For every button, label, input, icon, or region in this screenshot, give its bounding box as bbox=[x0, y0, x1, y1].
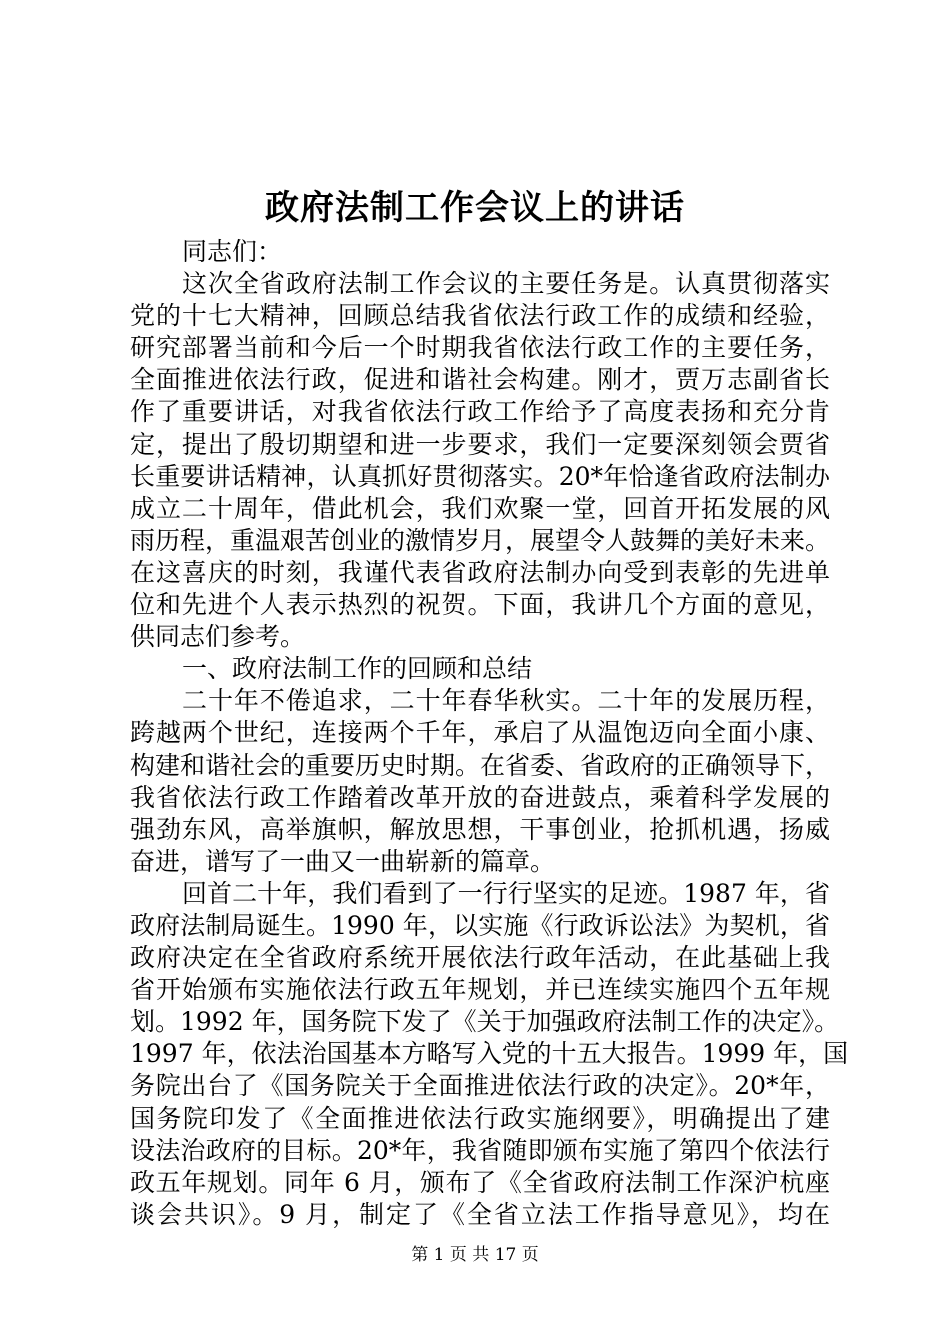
text-line: 省开始颁布实施依法行政五年规划，并已连续实施四个五年规 bbox=[130, 975, 830, 1005]
text-line: 设法治政府的目标。20*年，我省随即颁布实施了第四个依法行 bbox=[130, 1135, 830, 1165]
text-line: 雨历程，重温艰苦创业的激情岁月，展望令人鼓舞的美好未来。 bbox=[130, 525, 831, 555]
text-line: 奋进，谱写了一曲又一曲崭新的篇章。 bbox=[130, 846, 556, 876]
text-line: 二十年不倦追求，二十年春华秋实。二十年的发展历程， bbox=[182, 686, 830, 716]
text-line: 跨越两个世纪，连接两个千年，承启了从温饱迈向全面小康、 bbox=[130, 718, 830, 748]
text-line: 划。1992 年，国务院下发了《关于加强政府法制工作的决定》。 bbox=[130, 1007, 840, 1037]
text-line: 全面推进依法行政，促进和谐社会构建。刚才，贾万志副省长 bbox=[130, 365, 830, 395]
text-line: 党的十七大精神，回顾总结我省依法行政工作的成绩和经验， bbox=[130, 301, 830, 331]
text-line: 供同志们参考。 bbox=[130, 622, 306, 652]
text-line: 定，提出了殷切期望和进一步要求，我们一定要深刻领会贾省 bbox=[130, 429, 830, 459]
text-line: 谈会共识》。9 月，制定了《全省立法工作指导意见》，均在 bbox=[130, 1199, 830, 1229]
text-line: 作了重要讲话，对我省依法行政工作给予了高度表扬和充分肯 bbox=[130, 397, 830, 427]
text-line: 长重要讲话精神，认真抓好贯彻落实。20*年恰逢省政府法制办 bbox=[130, 461, 830, 491]
text-line: 构建和谐社会的重要历史时期。在省委、省政府的正确领导下， bbox=[130, 750, 831, 780]
text-line: 在这喜庆的时刻，我谨代表省政府法制办向受到表彰的先进单 bbox=[130, 557, 830, 587]
text-line: 同志们： bbox=[182, 237, 283, 266]
text-line: 政府决定在全省政府系统开展依法行政年活动，在此基础上我 bbox=[130, 943, 830, 973]
text-line: 回首二十年，我们看到了一行行坚实的足迹。1987 年，省 bbox=[182, 878, 830, 908]
text-line: 1997 年，依法治国基本方略写入党的十五大报告。1999 年，国 bbox=[130, 1039, 849, 1069]
page-footer: 第 1 页 共 17 页 bbox=[411, 1245, 539, 1265]
text-line: 国务院印发了《全面推进依法行政实施纲要》，明确提出了建 bbox=[130, 1103, 830, 1133]
text-line: 强劲东风，高举旗帜，解放思想，干事创业，抢抓机遇，扬威 bbox=[130, 814, 830, 844]
text-line: 我省依法行政工作踏着改革开放的奋进鼓点，乘着科学发展的 bbox=[130, 782, 830, 812]
text-line: 这次全省政府法制工作会议的主要任务是。认真贯彻落实 bbox=[182, 269, 830, 299]
text-line: 成立二十周年，借此机会，我们欢聚一堂，回首开拓发展的风 bbox=[130, 493, 830, 523]
text-line: 政府法制局诞生。1990 年，以实施《行政诉讼法》为契机，省 bbox=[130, 910, 830, 940]
text-line: 政五年规划。同年 6 月，颁布了《全省政府法制工作深沪杭座 bbox=[130, 1167, 830, 1197]
text-line: 位和先进个人表示热烈的祝贺。下面，我讲几个方面的意见， bbox=[130, 590, 830, 620]
page-title: 政府法制工作会议上的讲话 bbox=[265, 188, 685, 228]
text-line: 一、政府法制工作的回顾和总结 bbox=[182, 654, 533, 684]
text-line: 研究部署当前和今后一个时期我省依法行政工作的主要任务， bbox=[130, 333, 830, 363]
document-body bbox=[130, 236, 849, 1231]
text-line: 务院出台了《国务院关于全面推进依法行政的决定》。20*年， bbox=[130, 1071, 830, 1101]
